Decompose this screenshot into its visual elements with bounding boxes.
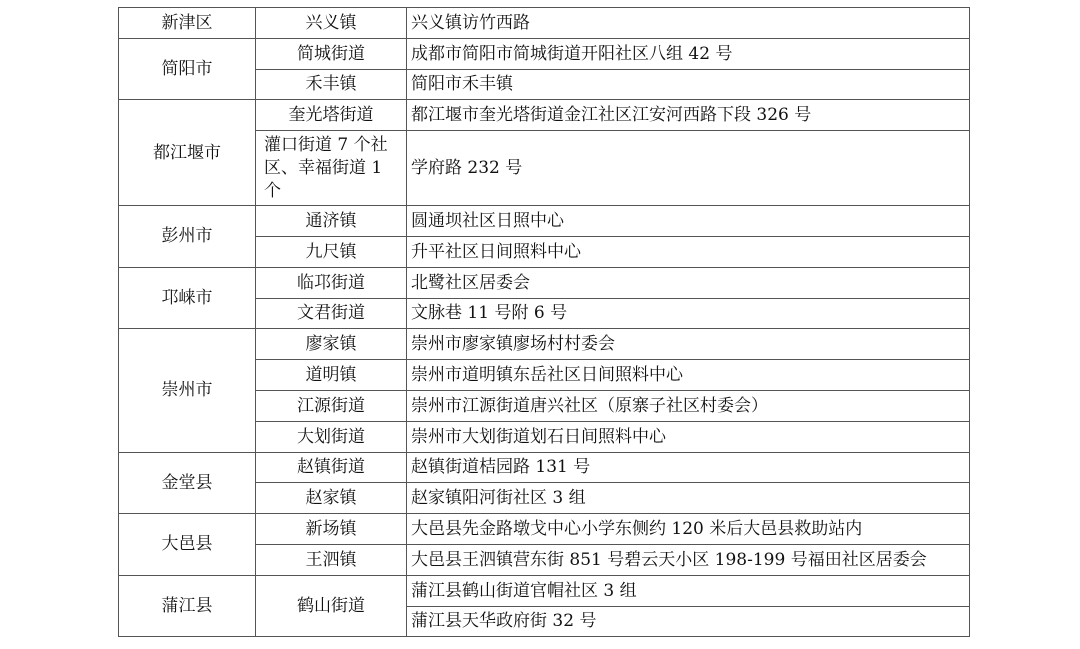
district-cell: 彭州市: [119, 206, 256, 268]
address-cell: 崇州市大划街道划石日间照料中心: [407, 421, 970, 452]
town-cell: 赵家镇: [256, 483, 407, 514]
town-cell: 奎光塔街道: [256, 100, 407, 131]
district-cell: 蒲江县: [119, 575, 256, 637]
address-cell: 圆通坝社区日照中心: [407, 206, 970, 237]
address-cell: 都江堰市奎光塔街道金江社区江安河西路下段 326 号: [407, 100, 970, 131]
town-cell: 鹤山街道: [256, 575, 407, 637]
address-cell: 崇州市道明镇东岳社区日间照料中心: [407, 360, 970, 391]
address-cell: 大邑县先金路墩戈中心小学东侧约 120 米后大邑县救助站内: [407, 514, 970, 545]
table-row: [119, 452, 970, 483]
district-cell: 金堂县: [119, 452, 256, 514]
table-row: [119, 8, 970, 39]
town-cell: 赵镇街道: [256, 452, 407, 483]
address-cell: 北鹭社区居委会: [407, 267, 970, 298]
district-cell: 邛崃市: [119, 267, 256, 329]
town-cell: 简城街道: [256, 38, 407, 69]
town-cell: 文君街道: [256, 298, 407, 329]
town-cell: 禾丰镇: [256, 69, 407, 100]
table-row: [119, 38, 970, 69]
address-cell: 赵家镇阳河街社区 3 组: [407, 483, 970, 514]
address-cell: 大邑县王泗镇营东街 851 号碧云天小区 198-199 号福田社区居委会: [407, 544, 970, 575]
address-cell: 兴义镇访竹西路: [407, 8, 970, 39]
town-cell: 王泗镇: [256, 544, 407, 575]
address-cell: 成都市简阳市简城街道开阳社区八组 42 号: [407, 38, 970, 69]
district-cell: 崇州市: [119, 329, 256, 452]
address-cell: 崇州市江源街道唐兴社区（原寨子社区村委会）: [407, 390, 970, 421]
town-cell: 九尺镇: [256, 236, 407, 267]
address-cell: 简阳市禾丰镇: [407, 69, 970, 100]
table-row: [119, 514, 970, 545]
table-row: [119, 206, 970, 237]
town-cell: 江源街道: [256, 390, 407, 421]
address-cell: 蒲江县鹤山街道官帽社区 3 组: [407, 575, 970, 606]
district-cell: 都江堰市: [119, 100, 256, 206]
address-cell: 学府路 232 号: [407, 131, 970, 206]
address-cell: 崇州市廖家镇廖场村村委会: [407, 329, 970, 360]
town-cell: 新场镇: [256, 514, 407, 545]
town-cell: 大划街道: [256, 421, 407, 452]
town-cell: 道明镇: [256, 360, 407, 391]
town-cell: 廖家镇: [256, 329, 407, 360]
table-row: [119, 329, 970, 360]
town-cell: 兴义镇: [256, 8, 407, 39]
town-cell: 临邛街道: [256, 267, 407, 298]
district-cell: 简阳市: [119, 38, 256, 100]
site-address-table: [118, 7, 970, 637]
site-table-container: [118, 7, 970, 637]
town-cell: 通济镇: [256, 206, 407, 237]
address-cell: 文脉巷 11 号附 6 号: [407, 298, 970, 329]
table-row: [119, 575, 970, 606]
district-cell: 大邑县: [119, 514, 256, 576]
town-cell: 灌口街道 7 个社区、幸福街道 1 个: [256, 131, 407, 206]
address-cell: 升平社区日间照料中心: [407, 236, 970, 267]
address-cell: 蒲江县天华政府街 32 号: [407, 606, 970, 637]
table-row: [119, 267, 970, 298]
address-cell: 赵镇街道桔园路 131 号: [407, 452, 970, 483]
table-row: [119, 100, 970, 131]
district-cell: 新津区: [119, 8, 256, 39]
